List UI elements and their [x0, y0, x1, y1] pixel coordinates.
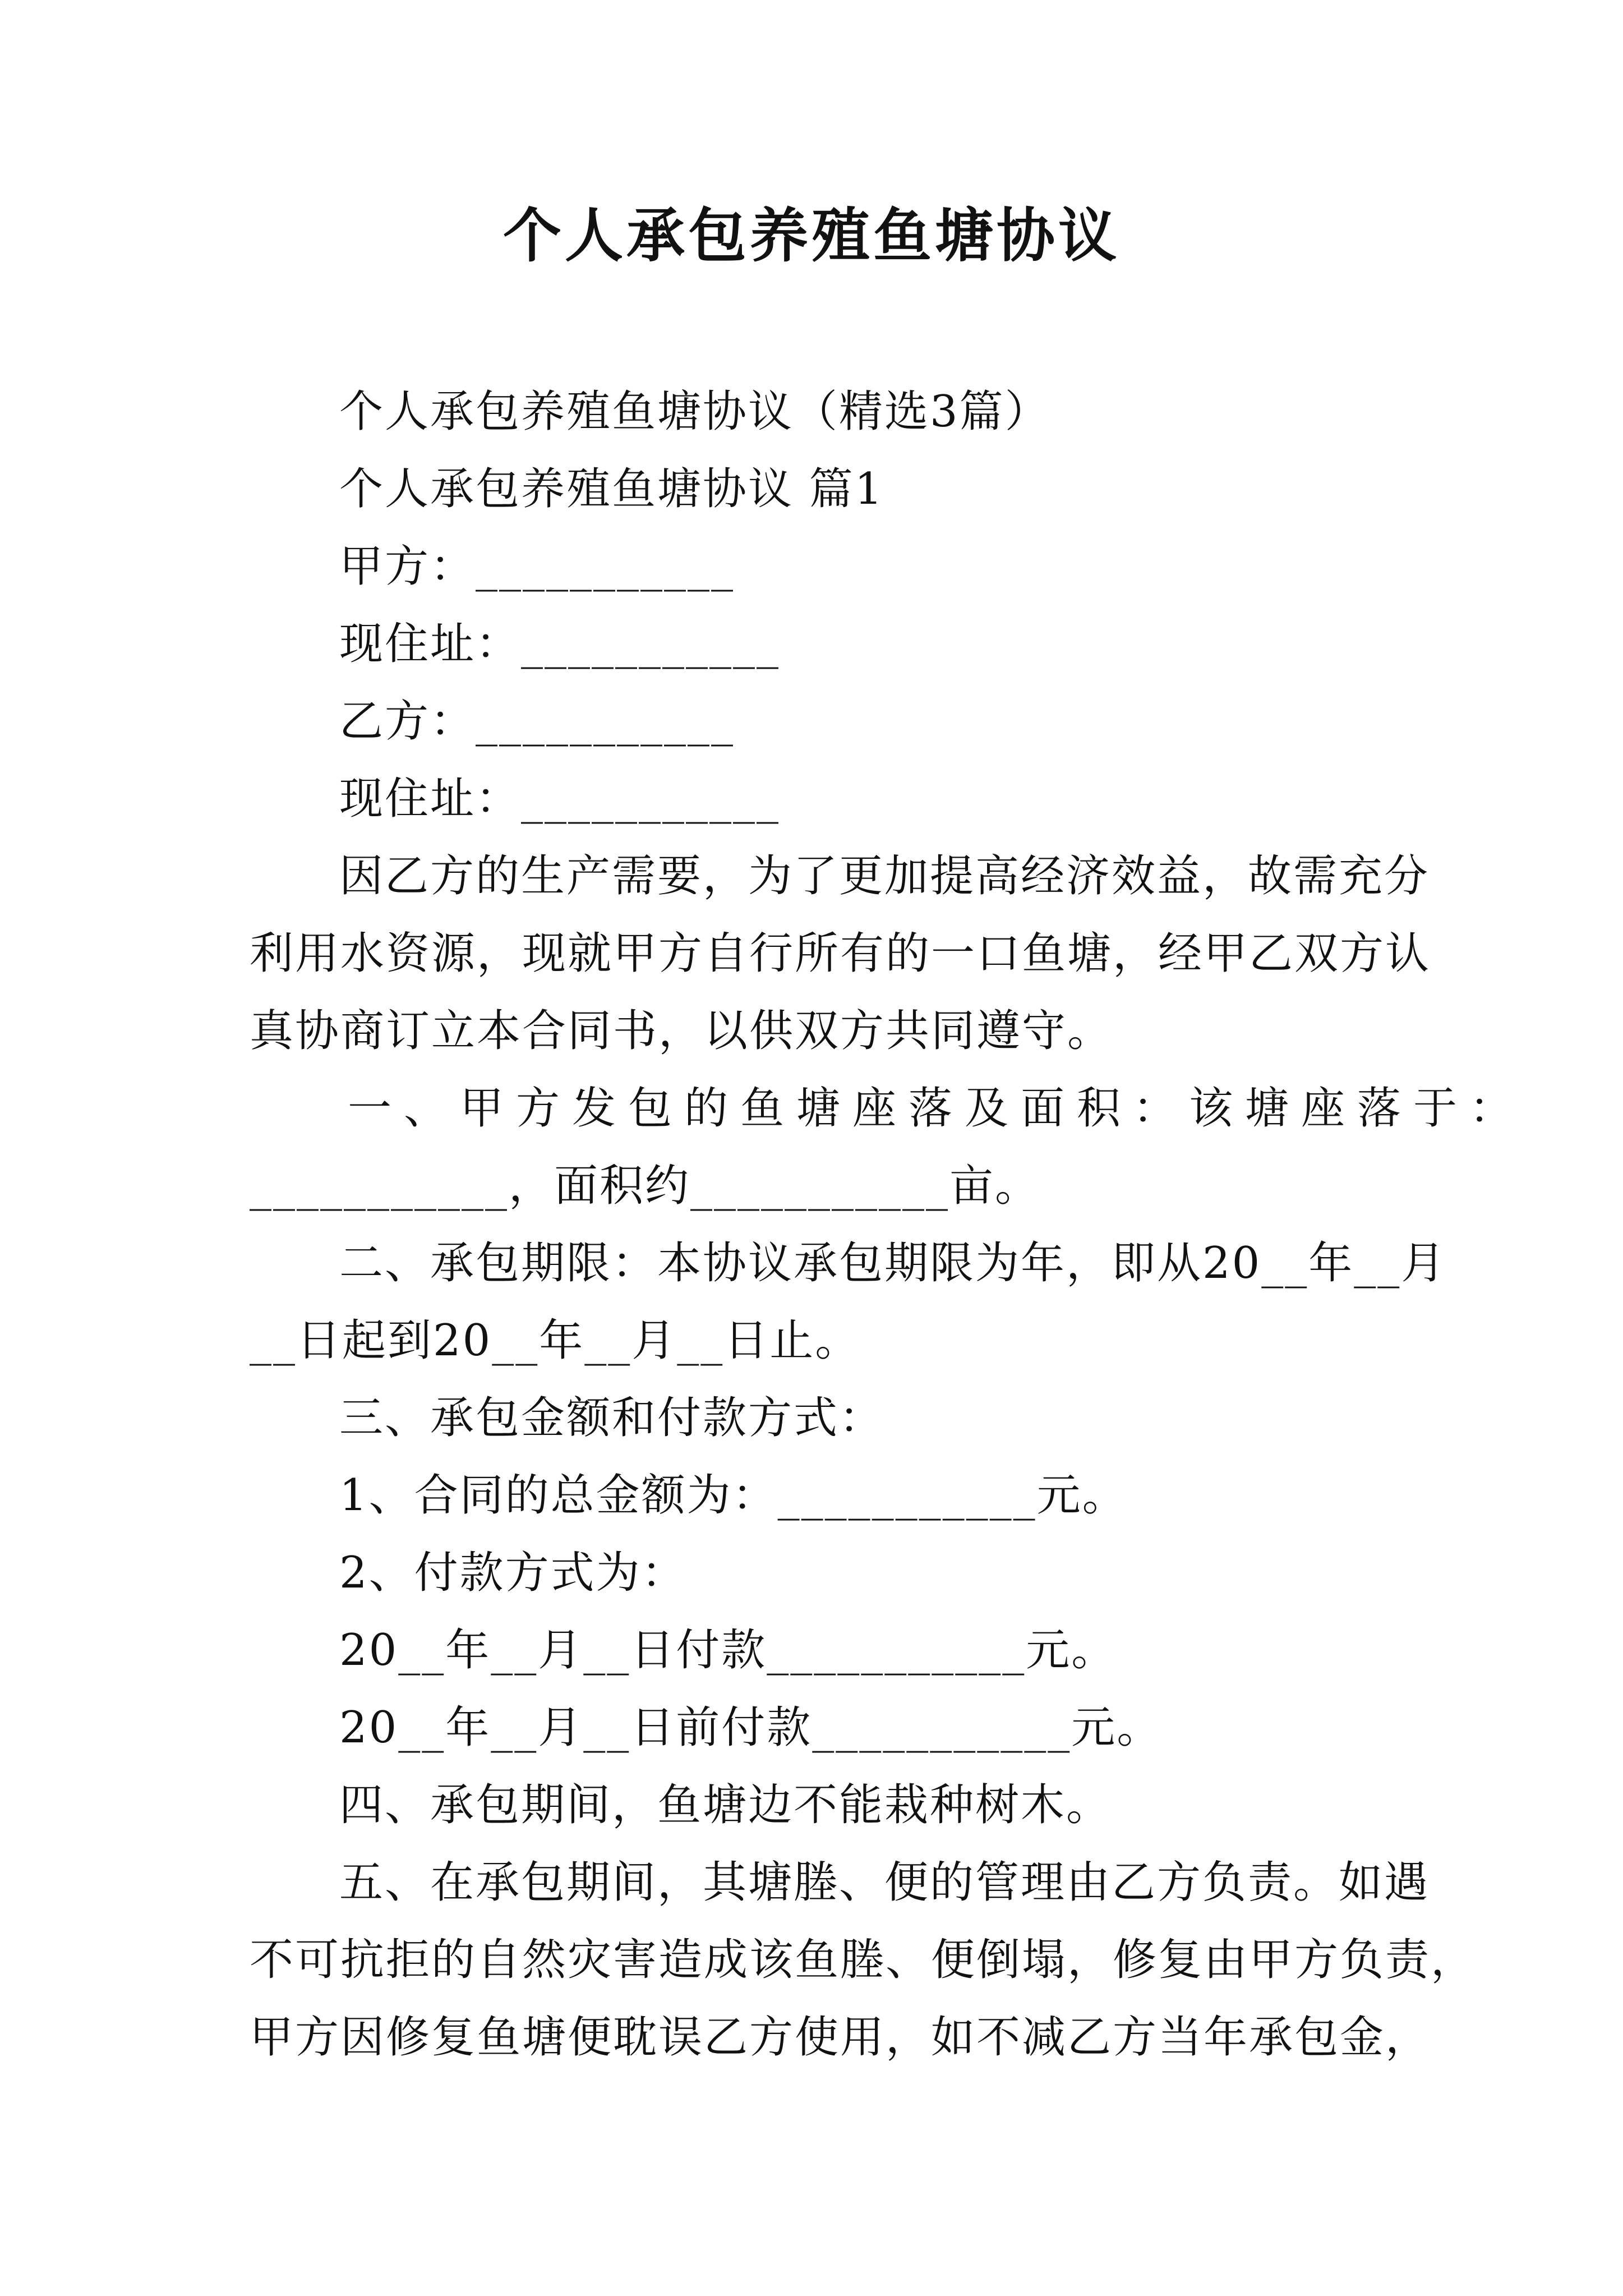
- paragraph-line: 真协商订立本合同书，以供双方共同遵守。: [250, 1006, 1113, 1056]
- subtitle: 个人承包养殖鱼塘协议（精选3篇）: [339, 386, 1050, 437]
- clause-1-line: ___________，面积约___________亩。: [250, 1161, 1041, 1211]
- party-b-field: 乙方：___________: [339, 696, 735, 747]
- party-a-field: 甲方：___________: [339, 541, 735, 592]
- clause-2-line: __日起到20__年__月__日止。: [250, 1315, 861, 1366]
- paragraph-line: 利用水资源，现就甲方自行所有的一口鱼塘，经甲乙双方认: [250, 928, 1431, 979]
- party-b-address-field: 现住址：___________: [339, 774, 781, 824]
- section-heading: 个人承包养殖鱼塘协议 篇1: [339, 464, 884, 514]
- clause-5-line: 不可抗拒的自然灾害造成该鱼塍、便倒塌，修复由甲方负责，: [250, 1935, 1477, 1985]
- clause-2-line: 二、承包期限：本协议承包期限为年，即从20__年__月: [339, 1238, 1447, 1289]
- clause-3-item: 2、付款方式为：: [339, 1548, 687, 1598]
- clause-3-heading: 三、承包金额和付款方式：: [339, 1393, 885, 1443]
- clause-1-line: 一、甲方发包的鱼塘座落及面积：该塘座落于：: [348, 1083, 1526, 1134]
- payment-line: 20__年__月__日前付款___________元。: [339, 1703, 1163, 1753]
- clause-3-item: 1、合同的总金额为：___________元。: [339, 1470, 1128, 1521]
- clause-5-line: 五、在承包期间，其塘塍、便的管理由乙方负责。如遇: [339, 1857, 1430, 1908]
- document-body: [250, 373, 1526, 2076]
- party-a-address-field: 现住址：___________: [339, 619, 781, 669]
- clause-5-line: 甲方因修复鱼塘便耽误乙方使用，如不减乙方当年承包金，: [250, 2012, 1431, 2063]
- payment-line: 20__年__月__日付款___________元。: [339, 1625, 1117, 1676]
- clause-4-line: 四、承包期间，鱼塘边不能栽种树木。: [339, 1780, 1112, 1830]
- paragraph-line: 因乙方的生产需要，为了更加提高经济效益，故需充分: [339, 851, 1430, 901]
- document-title: 个人承包养殖鱼塘协议: [502, 201, 1120, 270]
